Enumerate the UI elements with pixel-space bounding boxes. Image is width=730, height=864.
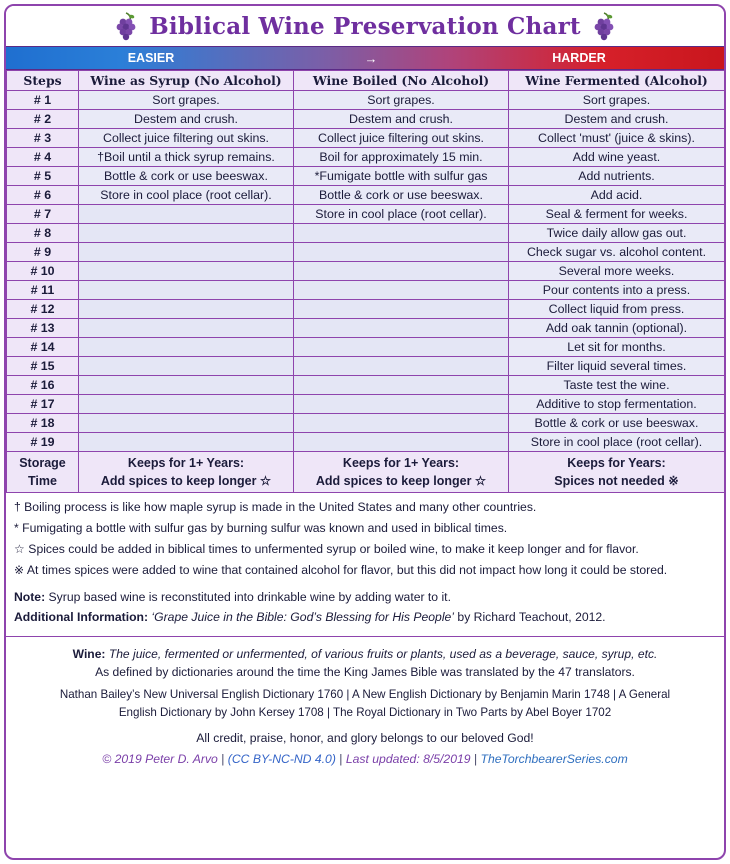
cell-fermented: Sort grapes.	[509, 91, 725, 110]
cell-syrup	[79, 281, 294, 300]
table-row	[7, 167, 725, 186]
copyright-bar	[6, 749, 724, 766]
cell-syrup	[79, 205, 294, 224]
grapes-icon-right	[591, 11, 617, 41]
row-step: # 11	[7, 281, 79, 300]
row-step: # 7	[7, 205, 79, 224]
band-label-harder: HARDER	[552, 51, 606, 65]
cell-syrup	[79, 224, 294, 243]
cell-boiled: Bottle & cork or use beeswax.	[294, 186, 509, 205]
table-row	[7, 433, 725, 452]
cell-boiled: Boil for approximately 15 min.	[294, 148, 509, 167]
table-row	[7, 281, 725, 300]
cell-boiled	[294, 243, 509, 262]
table-row	[7, 300, 725, 319]
table-header-row	[7, 71, 725, 91]
cell-syrup: Bottle & cork or use beeswax.	[79, 167, 294, 186]
table-row	[7, 148, 725, 167]
cell-syrup	[79, 243, 294, 262]
cell-fermented: Add nutrients.	[509, 167, 725, 186]
table-row	[7, 262, 725, 281]
row-step: # 16	[7, 376, 79, 395]
row-step: # 3	[7, 129, 79, 148]
table-row	[7, 357, 725, 376]
cell-boiled	[294, 319, 509, 338]
cell-fermented: Collect 'must' (juice & skins).	[509, 129, 725, 148]
note-text: Syrup based wine is reconstituted into drinkable wine by adding water to it.	[45, 589, 451, 604]
cell-syrup	[79, 319, 294, 338]
table-row	[7, 205, 725, 224]
wine-definition-source: As defined by dictionaries around the time the King James Bible was translated by the 47 translators.	[95, 665, 635, 680]
cell-boiled	[294, 376, 509, 395]
table-row	[7, 338, 725, 357]
cell-fermented: Add wine yeast.	[509, 148, 725, 167]
storage-syrup: Keeps for 1+ Years: Add spices to keep longer ☆	[79, 452, 294, 493]
row-step: # 6	[7, 186, 79, 205]
addl-book-title: ‘Grape Juice in the Bible: God’s Blessing for His People’	[148, 610, 455, 625]
wine-definition-text: The juice, fermented or unfermented, of various fruits or plants, used as a beverage, sauce, syrup, etc.	[105, 647, 658, 662]
cell-fermented: Filter liquid several times.	[509, 357, 725, 376]
table-row	[7, 395, 725, 414]
dictionary-list	[6, 684, 724, 727]
row-step: # 14	[7, 338, 79, 357]
cell-syrup	[79, 300, 294, 319]
last-updated: Last updated: 8/5/2019	[345, 751, 471, 766]
row-step: # 17	[7, 395, 79, 414]
cell-fermented: Check sugar vs. alcohol content.	[509, 243, 725, 262]
cell-boiled	[294, 357, 509, 376]
row-step: # 4	[7, 148, 79, 167]
cell-fermented: Let sit for months.	[509, 338, 725, 357]
cell-boiled: Collect juice filtering out skins.	[294, 129, 509, 148]
chart-frame	[4, 4, 726, 860]
copyright-text: © 2019 Peter D. Arvo	[102, 751, 218, 766]
cell-syrup	[79, 395, 294, 414]
cell-boiled	[294, 414, 509, 433]
cell-fermented: Several more weeks.	[509, 262, 725, 281]
note-asterisk: * Fumigating a bottle with sulfur gas by burning sulfur was known and used in biblical times.	[14, 521, 508, 536]
copyright-sep-2: |	[339, 751, 343, 766]
row-step: # 15	[7, 357, 79, 376]
wine-label: Wine:	[72, 647, 106, 662]
dictionary-line-2: English Dictionary by John Kersey 1708 | The Royal Dictionary in Two Parts by Abel Boyer 1702	[118, 706, 612, 720]
cell-boiled	[294, 224, 509, 243]
cell-fermented: Add oak tannin (optional).	[509, 319, 725, 338]
cell-syrup: Destem and crush.	[79, 110, 294, 129]
cell-syrup	[79, 376, 294, 395]
row-step: # 12	[7, 300, 79, 319]
cell-boiled	[294, 433, 509, 452]
cell-boiled	[294, 281, 509, 300]
row-step: # 2	[7, 110, 79, 129]
note-mark: ※ At times spices were added to wine that contained alcohol for flavor, but this did not impact how long it could be stored.	[14, 562, 668, 577]
cell-fermented: Additive to stop fermentation.	[509, 395, 725, 414]
note-star: ☆ Spices could be added in biblical times to unfermented syrup or boiled wine, to make it keep longer and for flavor.	[14, 541, 639, 556]
notes-section	[6, 493, 724, 632]
cell-boiled	[294, 395, 509, 414]
cell-syrup	[79, 414, 294, 433]
page-title: Biblical Wine Preservation Chart	[149, 12, 581, 40]
additional-information	[14, 609, 716, 626]
addl-author: by Richard Teachout, 2012.	[454, 610, 606, 625]
table-row	[7, 243, 725, 262]
storage-time-label: Storage Time	[7, 452, 79, 493]
row-step: # 10	[7, 262, 79, 281]
col-header-fermented: Wine Fermented (Alcohol)	[509, 71, 725, 91]
title-bar	[6, 6, 724, 46]
row-step: # 1	[7, 91, 79, 110]
row-step: # 18	[7, 414, 79, 433]
cell-fermented: Taste test the wine.	[509, 376, 725, 395]
preservation-table	[6, 70, 725, 493]
cell-boiled	[294, 262, 509, 281]
storage-time-row	[7, 452, 725, 493]
row-step: # 13	[7, 319, 79, 338]
col-header-boiled: Wine Boiled (No Alcohol)	[294, 71, 509, 91]
table-row	[7, 110, 725, 129]
cell-boiled: Store in cool place (root cellar).	[294, 205, 509, 224]
storage-boiled: Keeps for 1+ Years: Add spices to keep longer ☆	[294, 452, 509, 493]
cell-fermented: Store in cool place (root cellar).	[509, 433, 725, 452]
cell-syrup: Sort grapes.	[79, 91, 294, 110]
col-header-syrup: Wine as Syrup (No Alcohol)	[79, 71, 294, 91]
table-row	[7, 91, 725, 110]
table-row	[7, 319, 725, 338]
copyright-sep-1: |	[221, 751, 225, 766]
note-reconstitute	[14, 589, 716, 606]
difficulty-band	[6, 46, 724, 70]
cell-fermented: Collect liquid from press.	[509, 300, 725, 319]
note-dagger: † Boiling process is like how maple syrup is made in the United States and many other countries.	[14, 500, 537, 515]
row-step: # 5	[7, 167, 79, 186]
row-step: # 9	[7, 243, 79, 262]
wine-definition	[6, 637, 724, 683]
cell-fermented: Twice daily allow gas out.	[509, 224, 725, 243]
license-link[interactable]: (CC BY-NC-ND 4.0)	[227, 751, 336, 766]
cell-syrup	[79, 262, 294, 281]
cell-syrup	[79, 338, 294, 357]
cell-fermented: Bottle & cork or use beeswax.	[509, 414, 725, 433]
dictionary-line-1: Nathan Bailey’s New Universal English Dictionary 1760 | A New English Dictionary by Benjamin Marin 1748 | A General	[59, 687, 671, 701]
cell-syrup	[79, 433, 294, 452]
cell-boiled: *Fumigate bottle with sulfur gas	[294, 167, 509, 186]
table-row	[7, 414, 725, 433]
wine-definition-line	[20, 645, 710, 663]
storage-fermented: Keeps for Years: Spices not needed ※	[509, 452, 725, 493]
band-arrow-icon: →	[364, 50, 378, 66]
cell-syrup: †Boil until a thick syrup remains.	[79, 148, 294, 167]
cell-boiled	[294, 338, 509, 357]
cell-fermented: Add acid.	[509, 186, 725, 205]
cell-fermented: Pour contents into a press.	[509, 281, 725, 300]
cell-boiled	[294, 300, 509, 319]
table-row	[7, 186, 725, 205]
copyright-sep-3: |	[473, 751, 478, 766]
table-row	[7, 376, 725, 395]
row-step: # 19	[7, 433, 79, 452]
cell-syrup: Collect juice filtering out skins.	[79, 129, 294, 148]
table-row	[7, 224, 725, 243]
cell-boiled: Sort grapes.	[294, 91, 509, 110]
website-link[interactable]: TheTorchbearerSeries.com	[480, 751, 628, 766]
cell-fermented: Destem and crush.	[509, 110, 725, 129]
band-label-easier: EASIER	[127, 51, 175, 65]
addl-label: Additional Information:	[14, 610, 149, 625]
credit-line: All credit, praise, honor, and glory belongs to our beloved God!	[196, 730, 534, 745]
cell-fermented: Seal & ferment for weeks.	[509, 205, 725, 224]
col-header-steps: Steps	[7, 71, 79, 91]
table-row	[7, 129, 725, 148]
note-label: Note:	[14, 589, 46, 604]
cell-syrup	[79, 357, 294, 376]
grapes-icon-left	[113, 11, 139, 41]
row-step: # 8	[7, 224, 79, 243]
cell-boiled: Destem and crush.	[294, 110, 509, 129]
cell-syrup: Store in cool place (root cellar).	[79, 186, 294, 205]
